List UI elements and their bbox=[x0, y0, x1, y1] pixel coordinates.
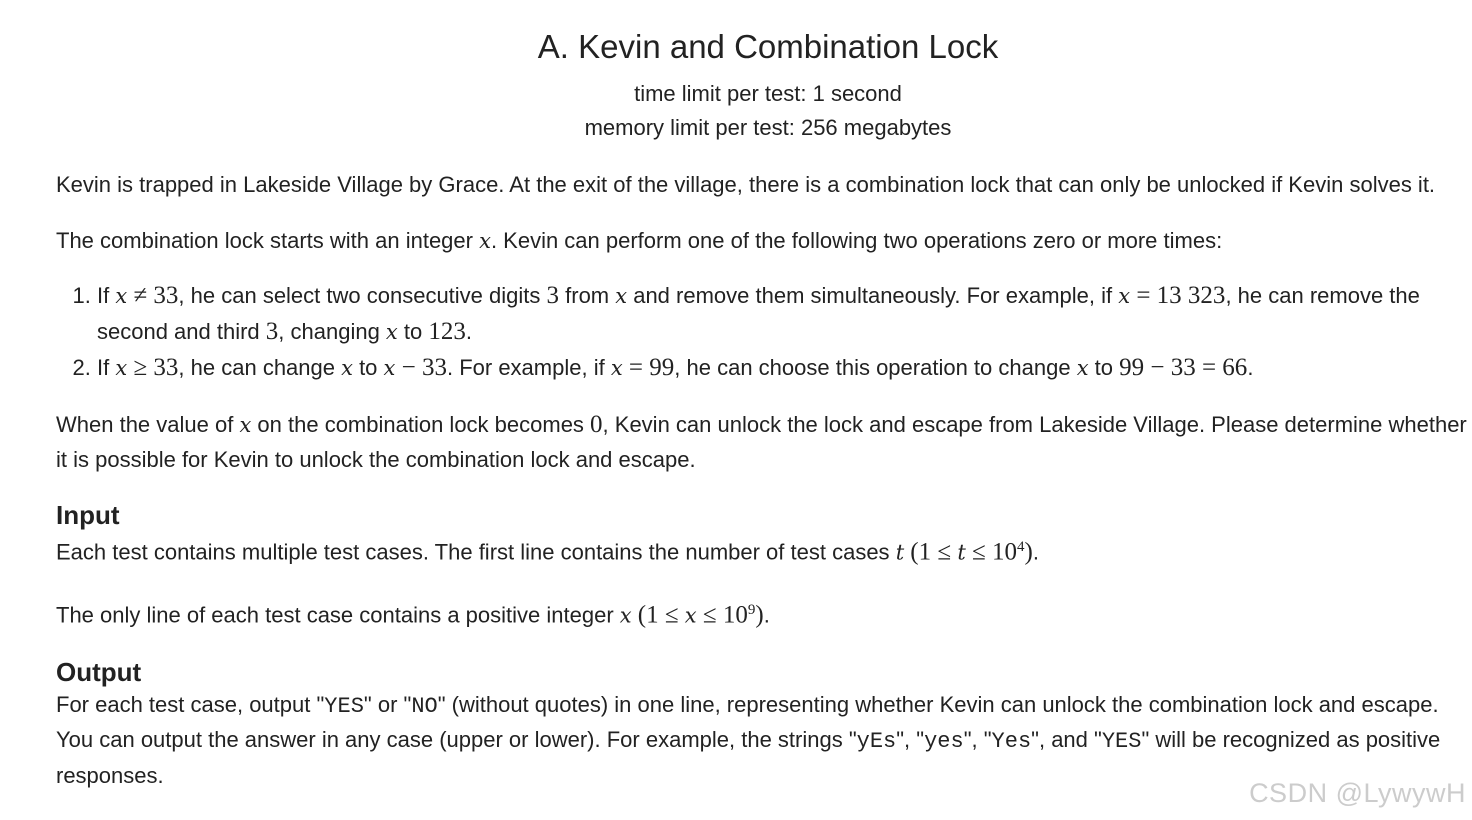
text: Each test contains multiple test cases. The first line contains the number of test cases bbox=[56, 539, 896, 565]
text: to bbox=[1088, 355, 1120, 380]
math-expression: 0 bbox=[590, 411, 603, 438]
text: When the value of bbox=[56, 412, 240, 437]
text: If bbox=[97, 355, 116, 380]
text: to bbox=[397, 319, 429, 344]
math-variable: x bbox=[341, 356, 353, 380]
math-variable: x bbox=[684, 603, 697, 628]
conclusion-paragraph bbox=[56, 408, 1472, 476]
math-variable: x bbox=[239, 413, 252, 437]
math-expression: 3 bbox=[546, 282, 560, 309]
math-expression: ≤ 10 bbox=[696, 601, 748, 629]
code-literal: yEs bbox=[856, 729, 897, 755]
code-literal: Yes bbox=[991, 729, 1032, 755]
limits bbox=[56, 77, 1472, 145]
math-expression: ) bbox=[1024, 538, 1033, 566]
problem-title: A. Kevin and Combination Lock bbox=[537, 28, 999, 65]
math-expression: ) bbox=[755, 601, 764, 629]
math-variable: x bbox=[615, 284, 628, 308]
text: on the combination lock becomes bbox=[251, 412, 591, 437]
math-expression: = 13 323 bbox=[1130, 282, 1226, 309]
legend-paragraph bbox=[56, 224, 1472, 259]
text: , he can select two consecutive digits bbox=[178, 283, 547, 308]
text: ", " bbox=[896, 727, 925, 753]
math-variable: x bbox=[479, 228, 491, 253]
text: The combination lock starts with an integer bbox=[56, 227, 480, 253]
math-variable: x bbox=[383, 356, 396, 380]
math-expression: ≠ 33 bbox=[127, 282, 179, 309]
text: . For example, if bbox=[446, 355, 611, 380]
math-expression: ≤ 10 bbox=[965, 538, 1017, 566]
text: " will be recognized as positive responses. bbox=[56, 727, 1441, 788]
text: Kevin is trapped in Lakeside Village by Grace. At the exit of the village, there is a combination lock that can only be unlocked if Kevin solves it. bbox=[56, 172, 1436, 197]
math-expression: 99 − 33 = 66 bbox=[1119, 354, 1248, 381]
code-literal: YES bbox=[324, 693, 364, 719]
text: to bbox=[352, 355, 384, 380]
problem-statement bbox=[56, 0, 1472, 792]
code-literal: YES bbox=[1101, 729, 1142, 755]
math-expression: = 99 bbox=[622, 354, 675, 381]
time-limit: time limit per test: 1 second bbox=[634, 81, 902, 106]
watermark: CSDN @LywywH bbox=[1249, 778, 1466, 808]
output-heading: Output bbox=[56, 656, 142, 687]
math-expression: (1 ≤ bbox=[910, 538, 958, 566]
text: , he can choose this operation to change bbox=[674, 355, 1077, 380]
math-expression: 3 bbox=[265, 318, 279, 345]
math-variable: x bbox=[115, 356, 128, 380]
math-expression: ≥ 33 bbox=[127, 354, 179, 381]
math-expression: (1 ≤ bbox=[637, 601, 685, 629]
text: and remove them simultaneously. For example, if bbox=[627, 283, 1119, 308]
text: . bbox=[763, 602, 770, 628]
math-expression: − 33 bbox=[395, 354, 447, 381]
input-paragraph bbox=[56, 531, 1472, 570]
memory-limit: memory limit per test: 256 megabytes bbox=[584, 115, 952, 140]
input-heading: Input bbox=[56, 500, 120, 530]
math-variable: x bbox=[610, 356, 623, 380]
legend-paragraph bbox=[56, 168, 1472, 202]
text: . bbox=[465, 319, 472, 344]
code-literal: NO bbox=[411, 693, 438, 719]
text: For each test case, output " bbox=[56, 691, 325, 717]
math-variable: x bbox=[385, 320, 398, 344]
operation-item bbox=[97, 350, 1472, 386]
text: . bbox=[1032, 539, 1039, 565]
operations-list bbox=[56, 278, 1472, 386]
math-exponent: 9 bbox=[747, 601, 756, 618]
math-variable: t bbox=[895, 540, 905, 565]
text: The only line of each test case contains a positive integer bbox=[56, 602, 620, 628]
text: " or " bbox=[363, 691, 412, 717]
text: , he can remove the second and third bbox=[97, 283, 1420, 344]
text: from bbox=[559, 283, 616, 308]
math-exponent: 4 bbox=[1017, 539, 1025, 555]
text: . Kevin can perform one of the following two operations zero or more times: bbox=[490, 227, 1223, 253]
text: ", " bbox=[963, 727, 992, 753]
text: . bbox=[1247, 355, 1254, 380]
math-variable: x bbox=[619, 603, 632, 628]
code-literal: yes bbox=[924, 729, 964, 755]
output-paragraph bbox=[56, 688, 1472, 793]
math-variable: x bbox=[1076, 356, 1089, 380]
input-paragraph bbox=[56, 594, 1472, 633]
operation-item bbox=[97, 278, 1472, 350]
text: , changing bbox=[278, 319, 386, 344]
math-expression: 123 bbox=[428, 318, 466, 345]
math-variable: x bbox=[115, 284, 128, 308]
text: " (without quotes) in one line, representing whether Kevin can unlock the combination lock and escape. You can output the answer in any case (upper or lower). For example, the strings " bbox=[56, 691, 1439, 753]
text: , Kevin can unlock the lock and escape from Lakeside Village. Please determine whether it is possible for Kevin to unlock the combination lock and escape. bbox=[56, 412, 1467, 472]
math-variable: x bbox=[1118, 284, 1131, 308]
text: , he can change bbox=[178, 355, 342, 380]
text: ", and " bbox=[1031, 727, 1102, 753]
math-variable: t bbox=[957, 540, 966, 565]
text: If bbox=[97, 283, 116, 308]
